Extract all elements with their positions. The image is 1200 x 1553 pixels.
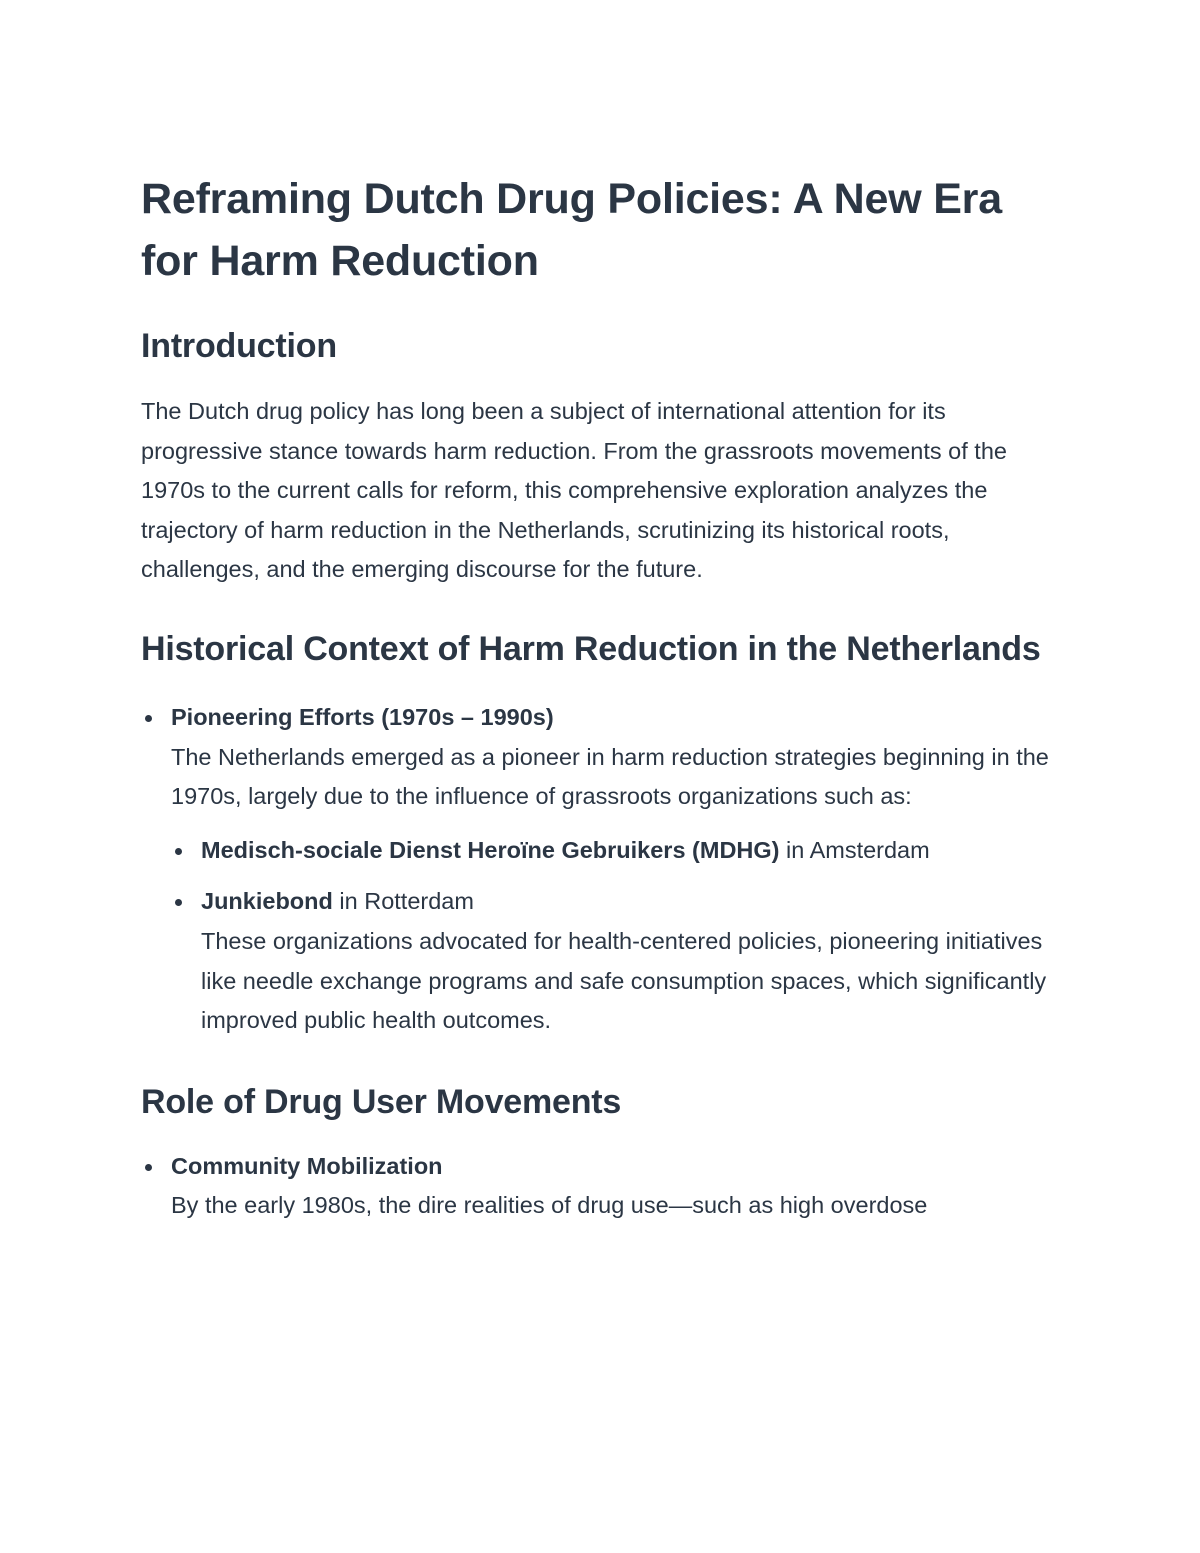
drug-user-movements-list	[141, 1147, 1061, 1226]
list-item-term: Community Mobilization	[171, 1152, 443, 1179]
document-page	[141, 168, 1061, 1226]
list-item-text: By the early 1980s, the dire realities of drug use—such as high overdose	[171, 1192, 928, 1219]
list-item	[141, 1147, 1061, 1226]
historical-context-heading: Historical Context of Harm Reduction in the Netherlands	[141, 629, 1041, 668]
introduction-heading: Introduction	[141, 327, 337, 365]
introduction-paragraph: The Dutch drug policy has long been a subject of international attention for its progressive stance towards harm reduction. From the grassroots movements of the 1970s to the current calls for reform, this comprehensive exploration analyzes the trajectory of harm reduction in the Netherlands, scrutinizing its historical roots, challenges, and the emerging discourse for the future.	[141, 398, 1007, 583]
organization-location: in Amsterdam	[779, 836, 930, 863]
organization-location: in Rotterdam	[332, 888, 474, 915]
list-item	[171, 882, 1061, 1040]
historical-context-list	[141, 698, 1061, 1041]
list-item	[171, 831, 1061, 871]
organizations-description: These organizations advocated for health-centered policies, pioneering initiatives like needle exchange programs and safe consumption spaces, which significantly improved public health outcomes.	[201, 927, 1047, 1034]
organization-name: Junkiebond	[201, 888, 333, 915]
organization-name: Medisch-sociale Dienst Heroïne Gebruikers (MDHG)	[201, 836, 780, 863]
drug-user-movements-heading: Role of Drug User Movements	[141, 1082, 622, 1121]
list-item-term: Pioneering Efforts (1970s – 1990s)	[171, 703, 554, 730]
organizations-list	[171, 831, 1061, 1041]
list-item-text: The Netherlands emerged as a pioneer in harm reduction strategies beginning in the 1970s, largely due to the influence of grassroots organizations such as:	[171, 743, 1049, 810]
document-title: Reframing Dutch Drug Policies: A New Era for Harm Reduction	[141, 175, 1002, 285]
list-item	[141, 698, 1061, 1041]
